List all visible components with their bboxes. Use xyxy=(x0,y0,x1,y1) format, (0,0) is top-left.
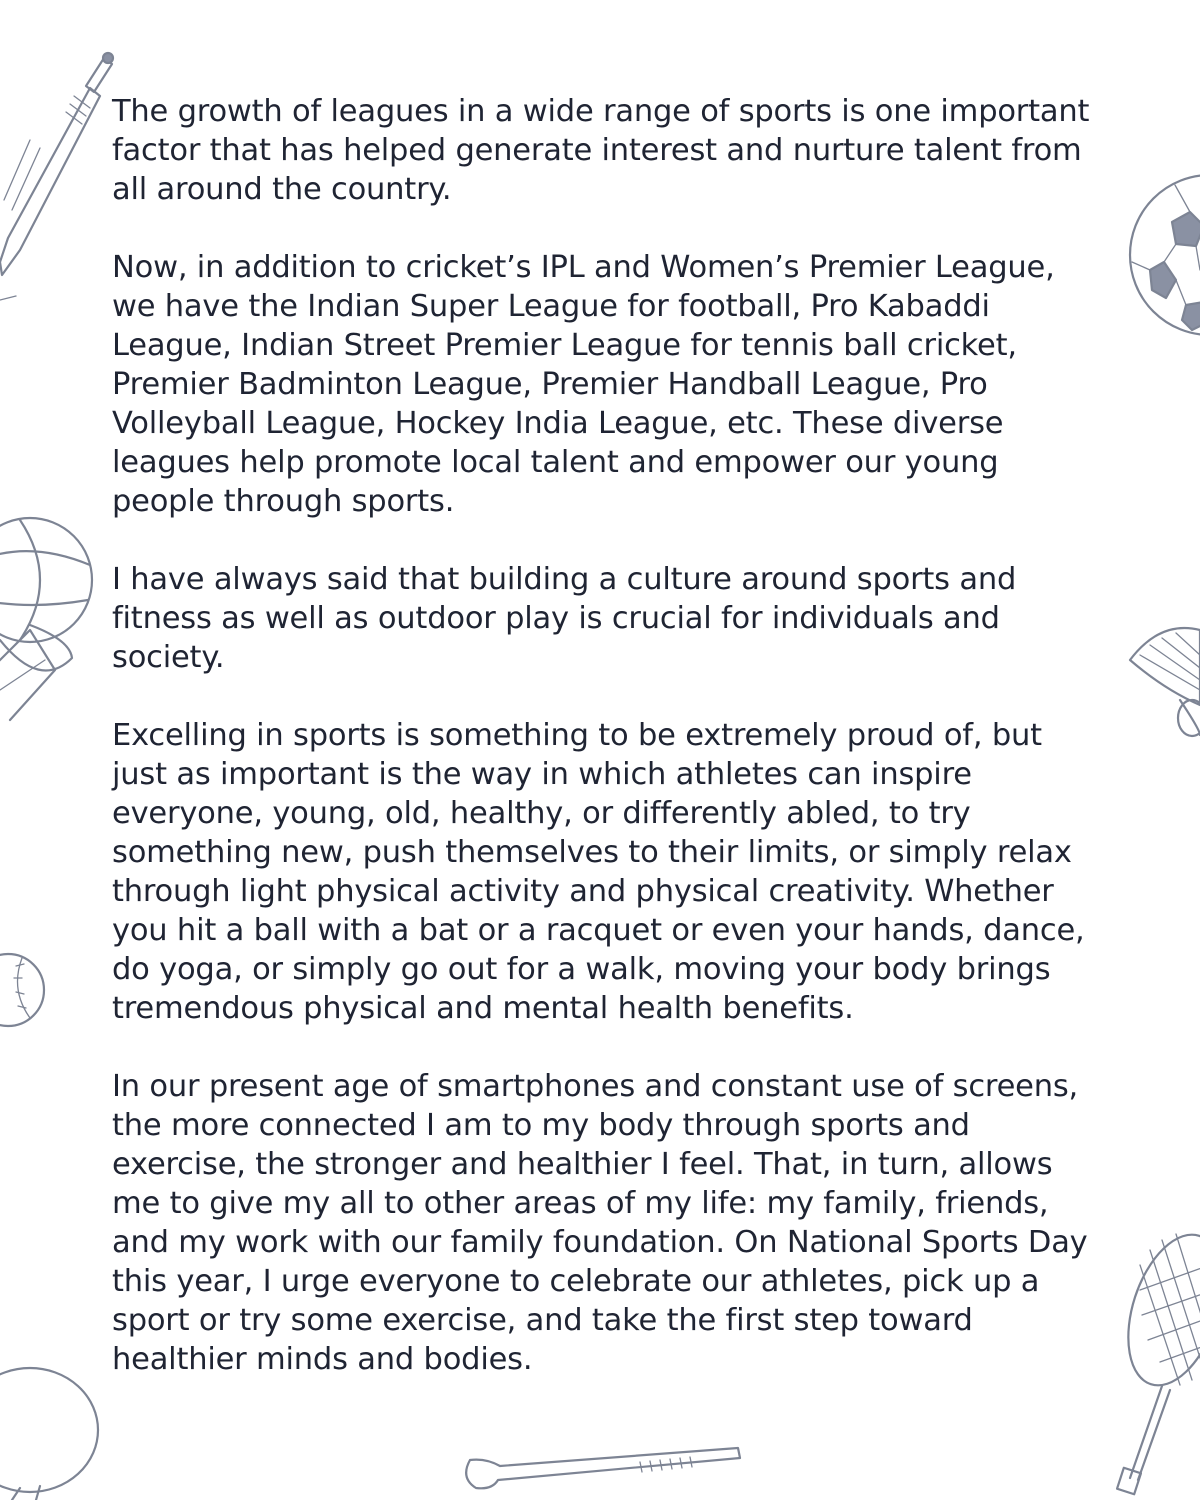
paragraph-sports-culture: I have always said that building a culture around sports and fitness as well as outdoor play is crucial for individuals and society. xyxy=(112,562,1017,675)
hockey-stick-icon xyxy=(466,1448,740,1488)
paragraph-league-list: Now, in addition to cricket’s IPL and Women’s Premier League, we have the Indian Super League for football, Pro Kabaddi League, Indian Street Premier League for tennis ball cricket, Premier Badminton League, Premier Handball League, Pro Volleyball League, Hockey India League, etc. These diverse leagues help promote local talent and empower our young people through sports. xyxy=(112,250,1055,519)
basketball-icon xyxy=(0,518,92,720)
badminton-racquet-icon xyxy=(1111,1223,1200,1494)
shuttlecock-icon xyxy=(1130,628,1200,736)
paragraph-leagues-growth: The growth of leagues in a wide range of sports is one important factor that has helped generate interest and nurture talent from all around the country. xyxy=(112,94,1090,207)
cricket-bat-icon xyxy=(0,53,113,300)
paragraph-national-sports-day: In our present age of smartphones and constant use of screens, the more connected I am to my body through sports and exercise, the stronger and healthier I feel. That, in turn, allows me to give my all to other areas of my life: my family, friends, and my work with our family foundation. On National Sports Day this year, I urge everyone to celebrate our athletes, pick up a sport or try some exercise, and take the first step toward healthier minds and bodies. xyxy=(112,1069,1088,1377)
paragraph-athletes-inspire: Excelling in sports is something to be extremely proud of, but just as important is the way in which athletes can inspire everyone, young, old, healthy, or differently abled, to try something new, push themselves to their limits, or simply relax through light physical activity and physical creativity. Whether you hit a ball with a bat or a racquet or even your hands, dance, do yoga, or simply go out for a walk, moving your body brings tremendous physical and mental health benefits. xyxy=(112,718,1085,1026)
table-tennis-paddle-icon xyxy=(0,1368,98,1500)
article-body xyxy=(112,92,1102,1379)
baseball-icon xyxy=(0,954,44,1026)
soccer-ball-icon xyxy=(1130,175,1200,335)
